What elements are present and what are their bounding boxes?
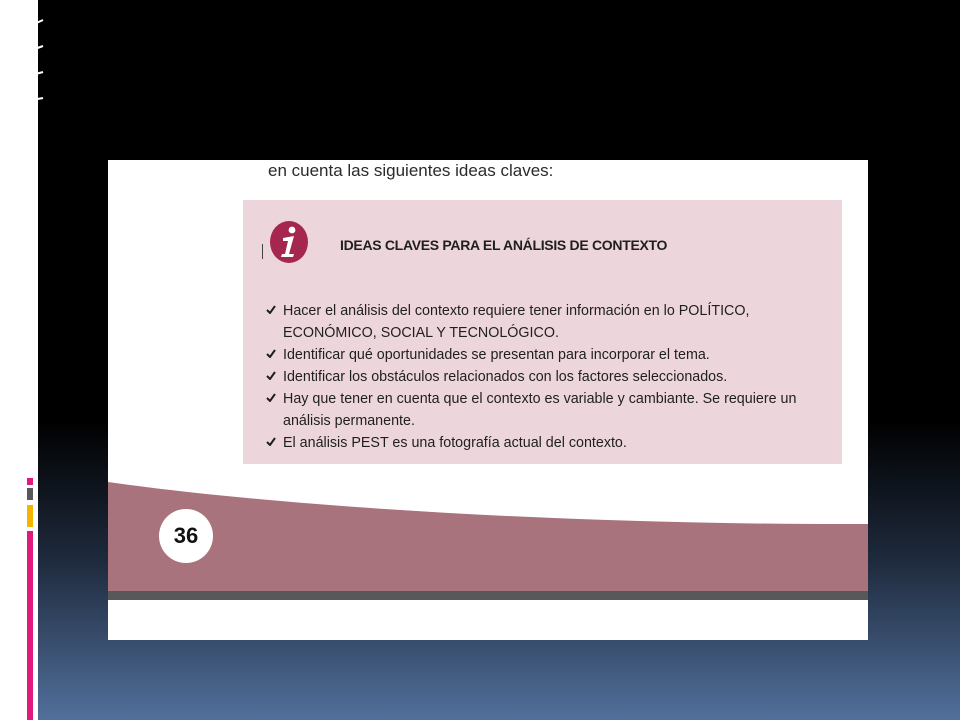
page-number: 36 [173, 523, 199, 548]
accent-square-gray [27, 488, 33, 500]
box-title: IDEAS CLAVES PARA EL ANÁLISIS DE CONTEXTO [340, 237, 668, 253]
footer-wave-band [108, 480, 868, 600]
list-item [266, 388, 826, 432]
accent-square-yellow [27, 505, 33, 527]
info-icon [269, 220, 309, 264]
list-item-text: Hacer el análisis del contexto requiere tener información en lo POLÍTICO, ECONÓMICO, SOCIAL Y TECNOLÓGICO. [283, 303, 750, 341]
list-item-text: Hay que tener en cuenta que el contexto es variable y cambiante. Se requiere un análisis permanente. [283, 391, 797, 429]
box-divider-mark [262, 244, 263, 259]
list-item [266, 344, 826, 366]
intro-text: en cuenta las siguientes ideas claves: [268, 161, 554, 180]
key-ideas-box [243, 200, 842, 464]
checkmark-icon [266, 349, 276, 358]
decorative-lines [20, 18, 44, 116]
document-image [108, 160, 868, 640]
checkmark-icon [266, 305, 276, 314]
checkmark-icon [266, 371, 276, 380]
list-item [266, 300, 826, 344]
list-item-text: Identificar los obstáculos relacionados con los factores seleccionados. [283, 369, 728, 385]
list-item-text: El análisis PEST es una fotografía actual del contexto. [283, 435, 627, 451]
checkmark-icon [266, 437, 276, 446]
list-item-text: Identificar qué oportunidades se presentan para incorporar el tema. [283, 347, 710, 363]
list-item [266, 432, 826, 454]
list-item [266, 366, 826, 388]
accent-square-pink [27, 478, 33, 485]
checkmark-icon [266, 393, 276, 402]
accent-bar-pink [27, 531, 33, 720]
